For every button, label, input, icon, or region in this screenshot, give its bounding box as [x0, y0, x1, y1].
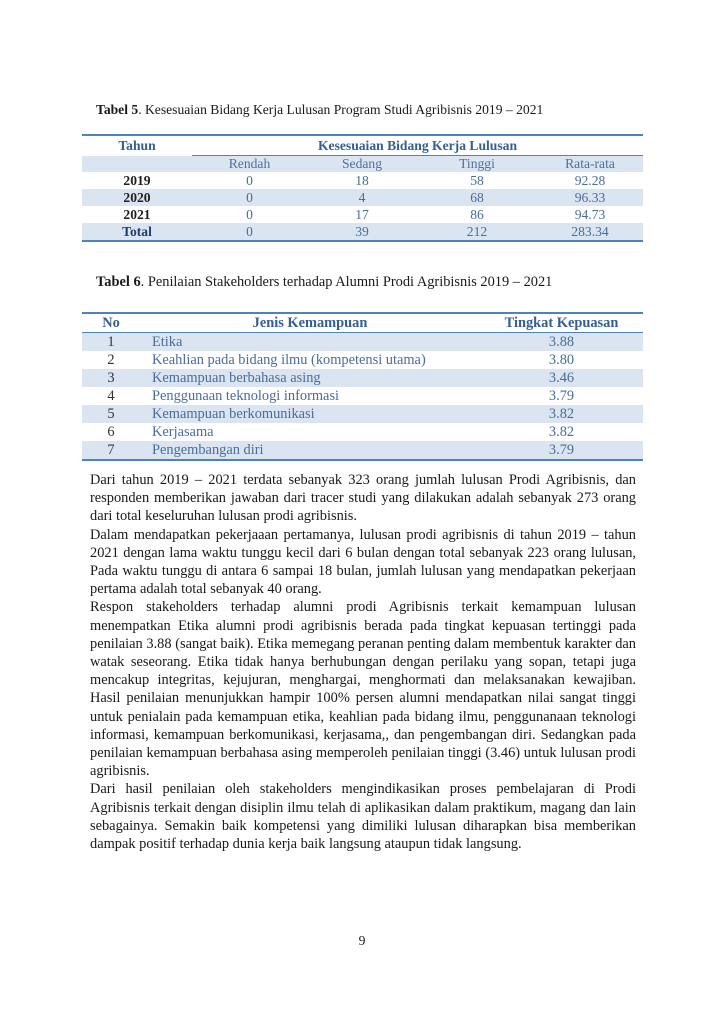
- table5-caption-label: Tabel 5: [96, 102, 139, 117]
- table-row: [82, 351, 643, 369]
- table6-caption-text: . Penilaian Stakeholders terhadap Alumni Prodi Agribisnis 2019 – 2021: [140, 274, 553, 290]
- table5-cell-sedang: 39: [307, 223, 417, 241]
- table6-cell-value: 3.82: [480, 405, 643, 423]
- table5-header-rata: Rata-rata: [537, 156, 643, 173]
- table6-cell-name: Keahlian pada bidang ilmu (kompetensi utama): [152, 352, 426, 368]
- table6-cell-no: 6: [107, 424, 115, 440]
- table5-cell-sedang: 4: [307, 189, 417, 206]
- table5-cell-sedang: 17: [355, 207, 369, 222]
- table5-header-empty: [82, 156, 192, 173]
- table-row: [82, 423, 643, 441]
- table6-cell-name: Penggunaan teknologi informasi: [152, 388, 340, 404]
- table6-caption-label: Tabel 6: [96, 274, 141, 290]
- table6-cell-name: Etika: [140, 333, 480, 352]
- table5-header-rendah: Rendah: [192, 156, 307, 173]
- table5-cell-rendah: 0: [246, 207, 253, 222]
- table6-cell-value: 3.80: [548, 352, 575, 368]
- table6-caption: [96, 274, 552, 290]
- table6-cell-value: 3.46: [480, 369, 643, 387]
- table-row-total: [82, 223, 643, 241]
- table5-year: 2021: [123, 207, 151, 222]
- table6-cell-no: 3: [82, 369, 140, 387]
- table-row: [82, 172, 643, 189]
- table-row: [82, 189, 643, 206]
- table6-cell-value: 3.88: [480, 333, 643, 352]
- table5-cell-rendah: 0: [192, 223, 307, 241]
- table5-cell-tinggi: 86: [470, 207, 484, 222]
- table6: [82, 312, 643, 461]
- paragraph: Dari tahun 2019 – 2021 terdata sebanyak 323 orang jumlah lulusan Prodi Agribisnis, dan responden memberikan jawaban dari tracer studi yang dilakukan adalah sebanyak 273 orang dari total keseluruhan lulusan prodi agribisnis.: [90, 472, 636, 525]
- table5-header-group: Kesesuaian Bidang Kerja Lulusan: [192, 135, 643, 156]
- table5-header-sedang: Sedang: [307, 156, 417, 173]
- paragraph: Respon stakeholders terhadap alumni prodi Agribisnis terkait kemampuan lulusan menempatkan Etika alumni prodi agribisnis berada pada tingkat kepuasan tertinggi pada penilaian 3.88 (sangat baik). Etika memegang peranan penting dalam membentuk karakter dan watak seseorang. Etika tidak hanya berhubungan dengan perilaku yang sopan, tetapi juga mencakup integritas, kejujuran, menghargai, menghormati dan melaksanakan kewajiban. Hasil penilaian menunjukkan hampir 100% persen alumni mendapatkan nilai sangat tinggi untuk penialain pada kemampuan etika, keahlian pada bidang ilmu, penggunanaan teknologi informasi, kemampuan berkomunikasi, kerjasama,, dan pengembangan diri. Sedangkan pada penilaian kemampuan berbahasa asing memperoleh penilaian tinggi (3.46) untuk lulusan prodi agribisnis.: [90, 599, 636, 780]
- table5-year: Total: [82, 223, 192, 241]
- table6-cell-value: 3.79: [548, 388, 575, 404]
- paragraph: Dalam mendapatkan pekerjaaan pertamanya, lulusan prodi agribisnis di tahun 2019 – tahun 2021 dengan lama waktu tunggu kecil dari 6 bulan dengan total sebanyak 223 orang lulusan, Pada waktu tunggu di antara 6 sampai 18 bulan, jumlah lulusan yang mendapatkan pekerjaan pertama adalah total sebanyak 40 orang.: [90, 526, 636, 598]
- table5-cell-rata: 94.73: [574, 207, 606, 222]
- table5-cell-rata: 92.28: [574, 173, 606, 188]
- table6-cell-name: Kemampuan berkomunikasi: [140, 405, 480, 423]
- table5-cell-rendah: 0: [246, 173, 253, 188]
- table6-header-tingkat: Tingkat Kepuasan: [480, 313, 643, 333]
- table5-header-tinggi: Tinggi: [417, 156, 537, 173]
- table5-header-tahun: Tahun: [118, 138, 156, 154]
- table6-cell-no: 2: [107, 352, 115, 368]
- table5-year: 2019: [123, 173, 151, 188]
- table-row: [82, 405, 643, 423]
- table6-cell-no: 4: [107, 388, 115, 404]
- table6-header-no: No: [82, 313, 140, 333]
- table6-cell-name: Kemampuan berbahasa asing: [140, 369, 480, 387]
- body-text: [90, 471, 636, 853]
- table6-cell-value: 3.79: [480, 441, 643, 460]
- table5-cell-sedang: 18: [355, 173, 369, 188]
- table6-cell-name: Kerjasama: [152, 424, 214, 440]
- page-number: 9: [358, 933, 366, 948]
- table5-caption: [96, 102, 543, 118]
- table5-cell-rata: 96.33: [537, 189, 643, 206]
- table6-cell-value: 3.82: [548, 424, 575, 440]
- table-row: [82, 441, 643, 460]
- table5-cell-rendah: 0: [192, 189, 307, 206]
- table-row: [82, 387, 643, 405]
- table6-cell-no: 1: [82, 333, 140, 352]
- table5-cell-tinggi: 58: [470, 173, 484, 188]
- table5-cell-tinggi: 212: [417, 223, 537, 241]
- table6-cell-name: Pengembangan diri: [140, 441, 480, 460]
- table-row: [82, 333, 643, 352]
- table5-cell-rata: 283.34: [537, 223, 643, 241]
- table5: [82, 134, 643, 242]
- table5-year: 2020: [82, 189, 192, 206]
- table6-cell-no: 5: [82, 405, 140, 423]
- table5-caption-text: . Kesesuaian Bidang Kerja Lulusan Program Studi Agribisnis 2019 – 2021: [138, 102, 544, 117]
- table-row: [82, 206, 643, 223]
- paragraph: Dari hasil penilaian oleh stakeholders mengindikasikan proses pembelajaran di Prodi Agribisnis terkait dengan disiplin ilmu telah di aplikasikan dalam praktikum, magang dan lain sebagainya. Semakin baik kompetensi yang dimiliki lulusan diharapkan bisa memberikan dampak positif terhadap dunia kerja baik langsung ataupun tidak langsung.: [90, 781, 636, 853]
- table6-cell-no: 7: [82, 441, 140, 460]
- table5-cell-tinggi: 68: [417, 189, 537, 206]
- table-row: [82, 369, 643, 387]
- table6-header-jenis: Jenis Kemampuan: [140, 313, 480, 333]
